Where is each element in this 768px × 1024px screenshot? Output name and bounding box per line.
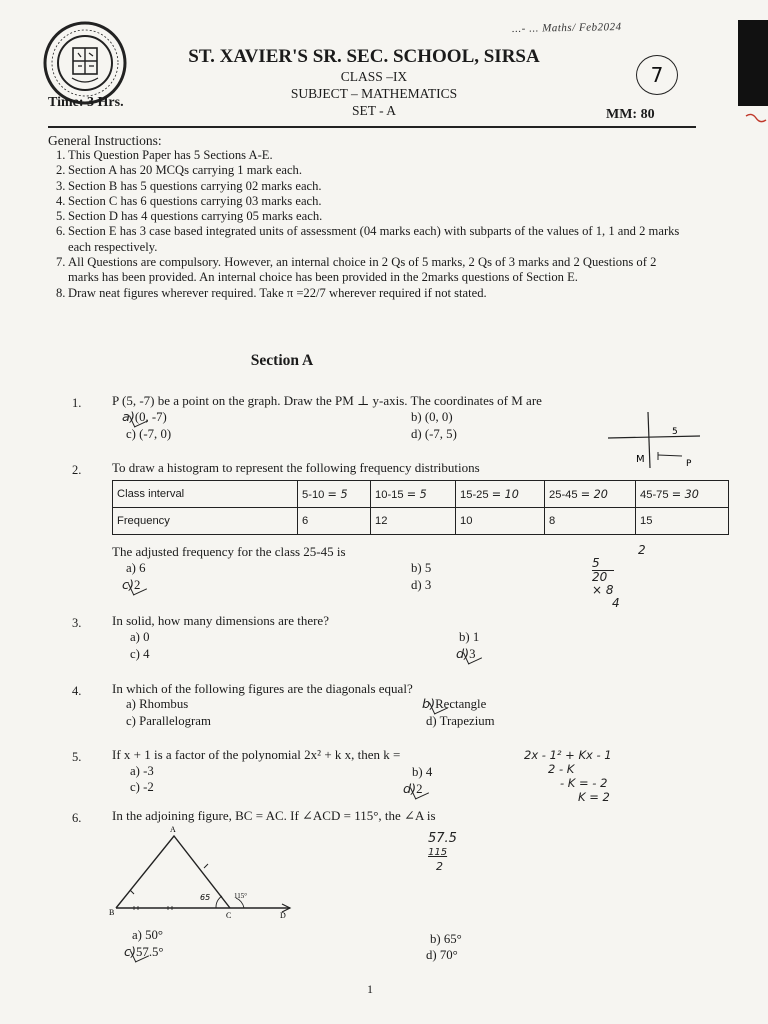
- q1-sketch-p: P: [686, 459, 692, 469]
- table-cell: 8: [545, 508, 636, 535]
- q2-text: To draw a histogram to represent the following frequency distributions: [112, 460, 480, 475]
- q3-option-d: d)3: [456, 647, 476, 662]
- q2-frequency-table: [112, 480, 729, 535]
- table-cell: Frequency: [113, 508, 298, 535]
- q6-option-a: a) 50°: [132, 928, 164, 942]
- q6-option-b: b) 65°: [430, 932, 462, 946]
- q2-option-d: d) 3: [411, 578, 432, 592]
- q3-option-b: b) 1: [459, 630, 480, 644]
- table-row: [113, 508, 729, 535]
- page-number: 1: [367, 982, 373, 996]
- q1-option-c: c) (-7, 0): [126, 427, 172, 441]
- q1-option-a: a)(0, -7): [122, 410, 167, 425]
- max-marks-label: MM: 80: [606, 107, 655, 122]
- q4-option-d: d) Trapezium: [426, 714, 495, 728]
- table-cell: Class interval: [113, 481, 298, 508]
- instructions-title: General Instructions:: [48, 133, 162, 148]
- q4-option-a: a) Rhombus: [126, 697, 189, 711]
- q2-rough-calc: 2 5 20 × 8 4: [592, 543, 646, 610]
- instruction-item: 6. Section E has 3 case based integrated units of assessment (04 marks each) with subparts of the values of 1, 1 and 2 marks each respectively.: [56, 224, 680, 254]
- q2-number: 2.: [72, 463, 82, 477]
- q4-number: 4.: [72, 684, 82, 698]
- instructions-list: [56, 148, 686, 301]
- instruction-item: 4. Section C has 6 questions carrying 03 marks each.: [56, 193, 322, 208]
- vertex-c-label: C: [226, 911, 232, 920]
- table-cell: 45-75 = 30: [636, 481, 729, 508]
- instruction-item: 5. Section D has 4 questions carrying 05 marks each.: [56, 209, 323, 224]
- red-pen-mark: [744, 108, 768, 134]
- q3-text: In solid, how many dimensions are there?: [112, 613, 329, 628]
- q1-text: P (5, -7) be a point on the graph. Draw the PM ⊥ y-axis. The coordinates of M are: [112, 393, 542, 408]
- table-cell: 15: [636, 508, 729, 535]
- q2-option-c: c)2: [122, 578, 141, 593]
- q6-triangle-figure: [108, 820, 308, 920]
- q3-option-c: c) 4: [130, 647, 150, 661]
- header-rule: [48, 126, 696, 128]
- q2-followup: The adjusted frequency for the class 25-45 is: [112, 544, 346, 559]
- q6-text: In the adjoining figure, BC = AC. If ∠ACD = 115°, the ∠A is: [112, 808, 436, 823]
- instruction-item: 3. Section B has 5 questions carrying 02 marks each.: [56, 178, 322, 193]
- school-name: ST. XAVIER'S SR. SEC. SCHOOL, SIRSA: [188, 46, 540, 67]
- q5-option-d: d)2: [403, 782, 423, 797]
- q1-option-b: b) (0, 0): [411, 410, 453, 424]
- q5-option-b: b) 4: [412, 765, 433, 779]
- class-line: CLASS –IX: [340, 69, 408, 84]
- table-cell: 12: [371, 508, 456, 535]
- q2-option-a: a) 6: [126, 561, 146, 575]
- inner-angle-label: 65: [200, 893, 211, 902]
- q3-number: 3.: [72, 616, 82, 630]
- angle-label: 115°: [234, 892, 248, 900]
- q5-rough-calc: 2x - 1² + Kx - 1 2 - K - K = - 2 K = 2: [524, 748, 612, 804]
- table-cell: 10-15 = 5: [371, 481, 456, 508]
- instruction-item: 8. Draw neat figures wherever required. Take π =22/7 wherever required if not stated.: [56, 285, 487, 300]
- subject-line: SUBJECT – MATHEMATICS: [290, 86, 458, 101]
- q2-option-b: b) 5: [411, 561, 432, 575]
- table-cell: 10: [456, 508, 545, 535]
- time-label: Time: 3 Hrs.: [48, 95, 124, 110]
- q3-option-a: a) 0: [130, 630, 150, 644]
- q6-option-d: d) 70°: [426, 948, 458, 962]
- q1-sketch-5: 5: [672, 427, 678, 437]
- q6-number: 6.: [72, 811, 82, 825]
- q5-number: 5.: [72, 750, 82, 764]
- score-circle: 7: [636, 55, 678, 95]
- table-cell: 6: [298, 508, 371, 535]
- instruction-item: 2. Section A has 20 MCQs carrying 1 mark each.: [56, 163, 302, 178]
- table-cell: 5-10 = 5: [298, 481, 371, 508]
- q4-option-b: b)Rectangle: [422, 697, 487, 712]
- table-cell: 25-45 = 20: [545, 481, 636, 508]
- section-a-title: Section A: [250, 352, 314, 369]
- q4-option-c: c) Parallelogram: [126, 714, 211, 728]
- vertex-a-label: A: [170, 825, 176, 834]
- top-handwritten-note: ...- ... Maths/ Feb2024: [511, 21, 622, 35]
- q1-sketch-m: M: [636, 454, 645, 465]
- q6-option-c: c)57.5°: [124, 945, 164, 960]
- q1-rough-sketch: [600, 410, 710, 470]
- q4-text: In which of the following figures are the diagonals equal?: [112, 681, 413, 696]
- q5-option-c: c) -2: [130, 780, 154, 794]
- table-cell: 15-25 = 10: [456, 481, 545, 508]
- q5-option-a: a) -3: [130, 764, 154, 778]
- q6-rough-calc: 57.5 115 2: [428, 831, 457, 873]
- q1-number: 1.: [72, 396, 82, 410]
- instruction-item: 1. This Question Paper has 5 Sections A-E.: [56, 148, 273, 162]
- q1-option-d: d) (-7, 5): [411, 427, 457, 441]
- q5-text: If x + 1 is a factor of the polynomial 2x² + k x, then k =: [112, 747, 401, 762]
- table-row: [113, 481, 729, 508]
- instruction-item: 7. All Questions are compulsory. However, an internal choice in 2 Qs of 5 marks, 2 Qs of 3 marks and 2 Questions of 2 marks has been provided. An internal choice has been provided in the 2marks questions of Section E.: [56, 255, 657, 285]
- vertex-b-label: B: [109, 908, 115, 917]
- set-line: SET - A: [351, 103, 396, 118]
- vertex-d-label: D: [280, 911, 286, 920]
